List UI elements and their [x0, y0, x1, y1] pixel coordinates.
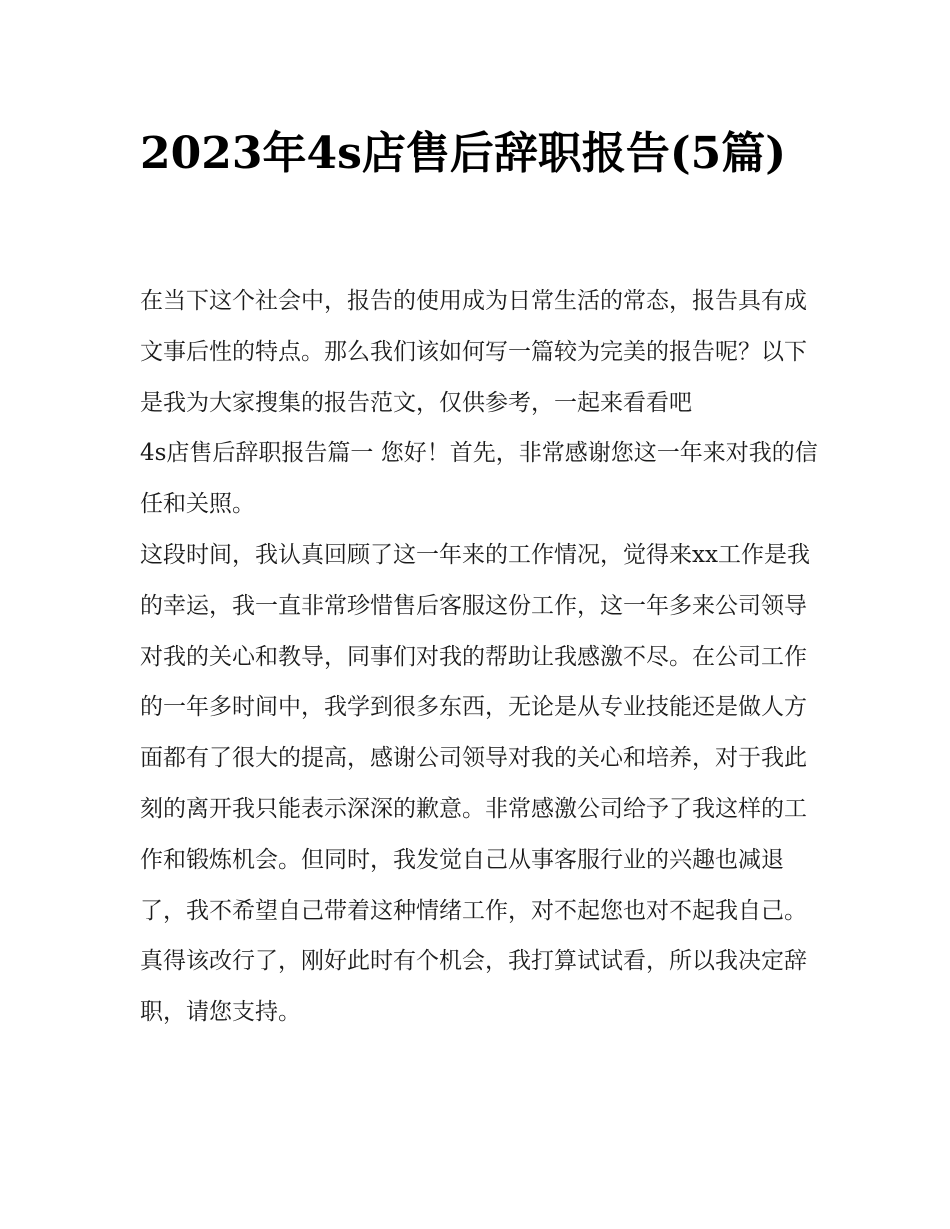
main-paragraph: 这段时间，我认真回顾了这一年来的工作情况，觉得来xx工作是我的幸运，我一直非常珍惜售后客服这份工作，这一年多来公司领导对我的关心和教导，同事们对我的帮助让我感激不尽。在公司工作的一年多时间中，我学到很多东西，无论是从专业技能还是做人方面都有了很大的提高，感谢公司领导对我的关心和培养，对于我此刻的离开我只能表示深深的歉意。非常感激公司给予了我这样的工作和锻炼机会。但同时，我发觉自己从事客服行业的兴趣也减退了，我不希望自己带着这种情绪工作，对不起您也对不起我自己。真得该改行了，刚好此时有个机会，我打算试试看，所以我决定辞职，请您支持。 [140, 541, 810, 1026]
document-title: 2023年4s店售后辞职报告(5篇) [140, 128, 787, 179]
document-body [140, 276, 820, 1038]
greeting-paragraph: 4s店售后辞职报告篇一 您好！首先，非常感谢您这一年来对我的信任和关照。 [140, 440, 818, 518]
intro-paragraph: 在当下这个社会中，报告的使用成为日常生活的常态，报告具有成文事后性的特点。那么我们该如何写一篇较为完美的报告呢？以下是我为大家搜集的报告范文，仅供参考，一起来看看吧 [140, 288, 807, 416]
